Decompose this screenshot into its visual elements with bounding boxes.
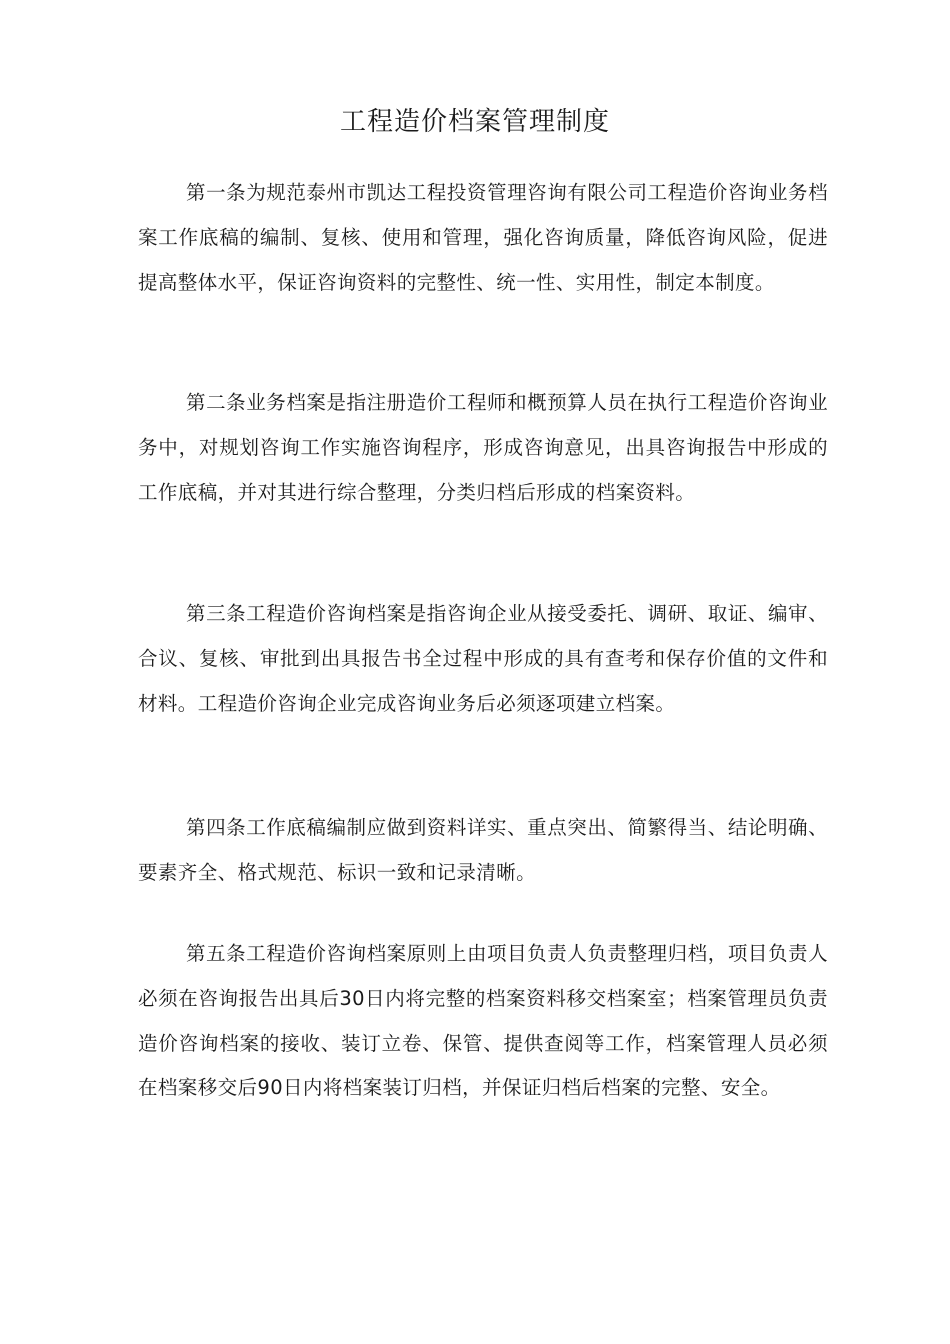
article-4-paragraph: 第四条工作底稿编制应做到资料详实、重点突出、简繁得当、结论明确、要素齐全、格式规范、标识一致和记录清晰。 (138, 816, 828, 884)
article-3-paragraph: 第三条工程造价咨询档案是指咨询企业从接受委托、调研、取证、编审、合议、复核、审批到出具报告书全过程中形成的具有查考和保存价值的文件和材料。工程造价咨询企业完成咨询业务后必须逐项建立档案。 (138, 602, 828, 715)
article-5-paragraph: 第五条工程造价咨询档案原则上由项目负责人负责整理归档，项目负责人必须在咨询报告出具后30日内将完整的档案资料移交档案室；档案管理员负责造价咨询档案的接收、装订立卷、保管、提供查阅等工作，档案管理人员必须在档案移交后90日内将档案装订归档，并保证归档后档案的完整、安全。 (138, 942, 828, 1100)
article-2-paragraph: 第二条业务档案是指注册造价工程师和概预算人员在执行工程造价咨询业务中，对规划咨询工作实施咨询程序，形成咨询意见，出具咨询报告中形成的工作底稿，并对其进行综合整理，分类归档后形成的档案资料。 (138, 391, 828, 504)
article-1-paragraph: 第一条为规范泰州市凯达工程投资管理咨询有限公司工程造价咨询业务档案工作底稿的编制、复核、使用和管理，强化咨询质量，降低咨询风险，促进提高整体水平，保证咨询资料的完整性、统一性、实用性，制定本制度。 (138, 181, 828, 294)
document-title: 工程造价档案管理制度 (339, 107, 610, 137)
